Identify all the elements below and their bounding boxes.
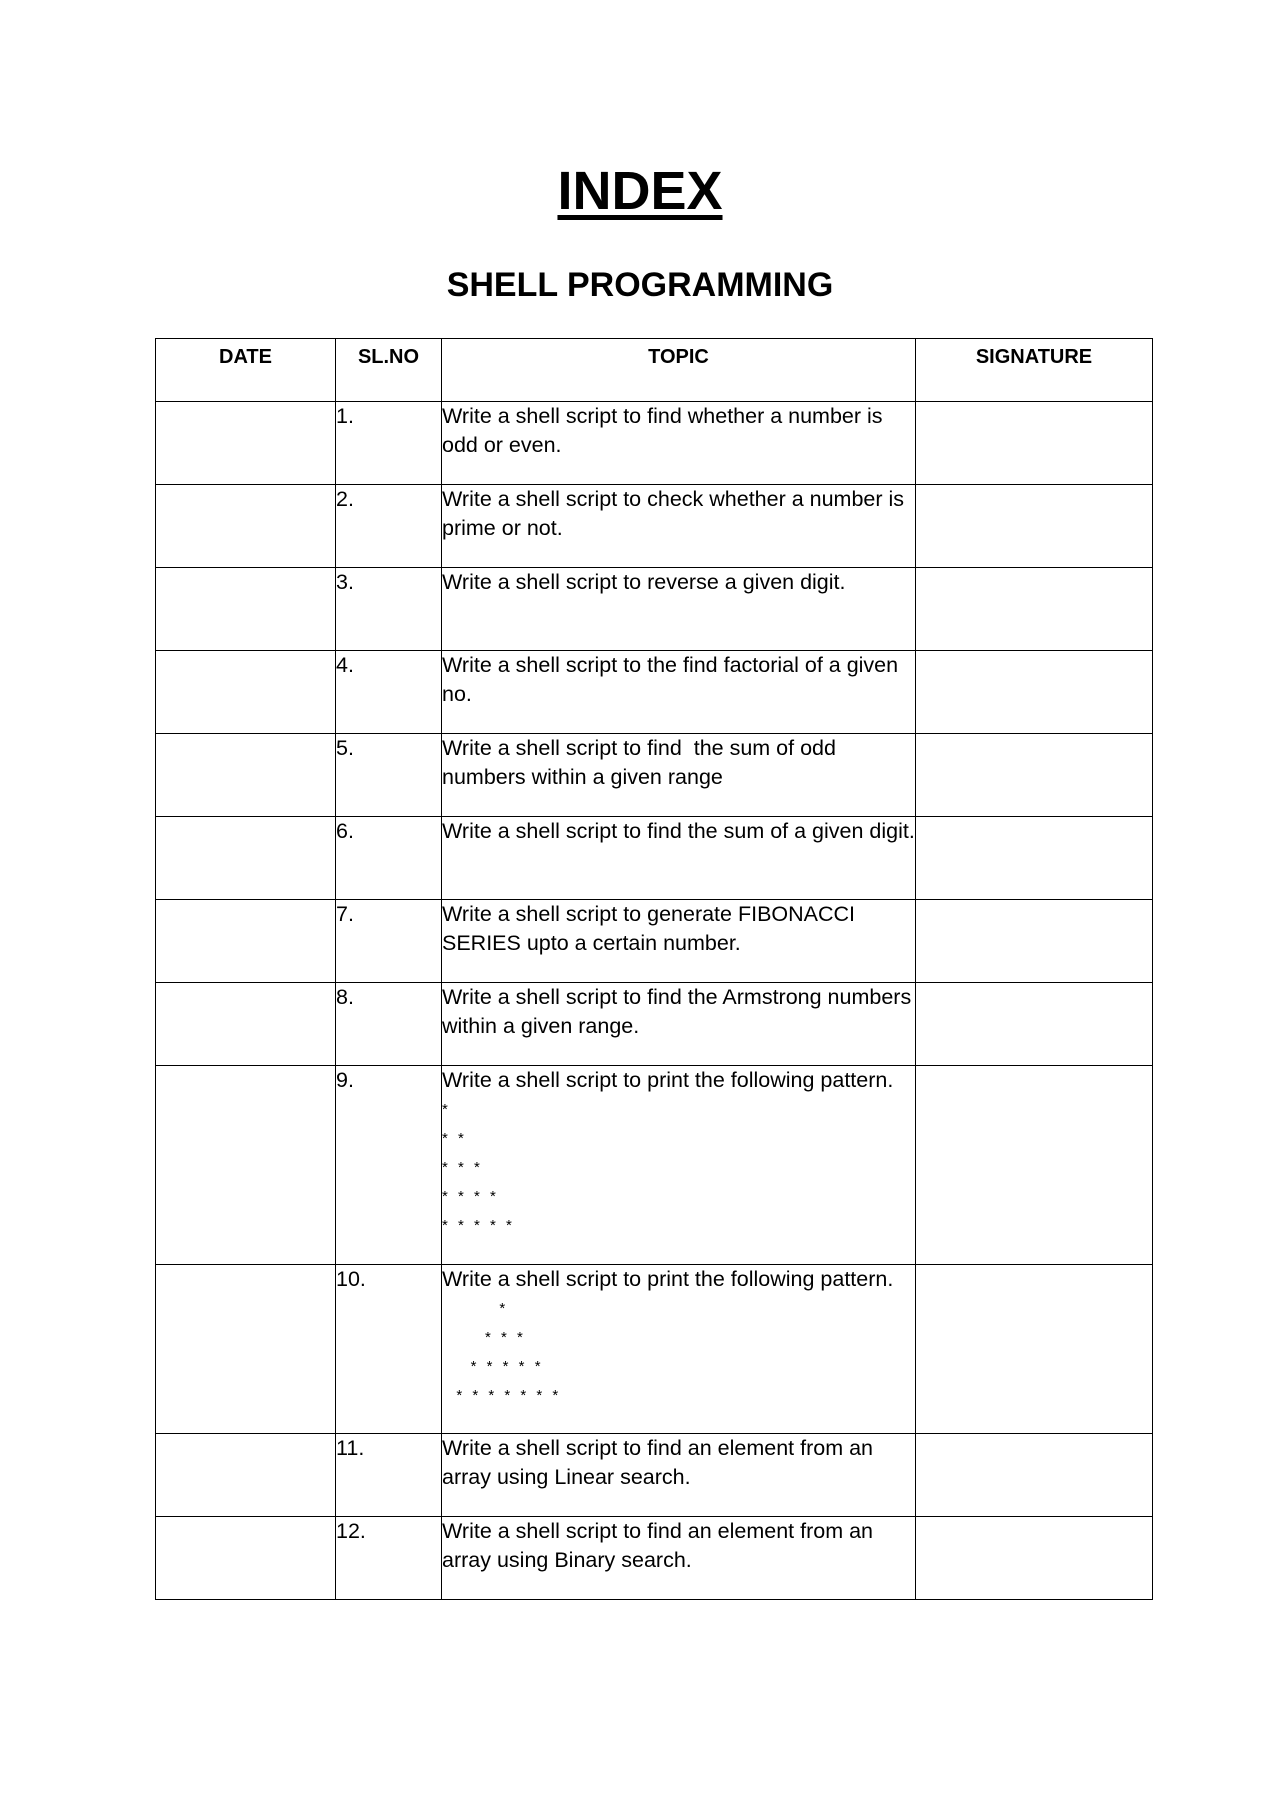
pattern-line: *: [442, 1101, 451, 1118]
signature-cell: [916, 568, 1153, 651]
pattern-line: * * * * * * *: [442, 1387, 562, 1404]
header-date: DATE: [156, 339, 336, 402]
header-topic: TOPIC: [442, 339, 916, 402]
date-cell: [156, 402, 336, 485]
slno-cell: 7.: [336, 900, 442, 983]
topic-cell: Write a shell script to the find factorial of a given no.: [442, 651, 916, 734]
table-row: [156, 651, 1153, 734]
topic-cell: Write a shell script to reverse a given digit.: [442, 568, 916, 651]
slno-cell: 8.: [336, 983, 442, 1066]
table-row: [156, 568, 1153, 651]
signature-cell: [916, 1434, 1153, 1517]
signature-cell: [916, 402, 1153, 485]
date-cell: [156, 734, 336, 817]
table-row: [156, 1517, 1153, 1600]
date-cell: [156, 983, 336, 1066]
pattern-line: * * *: [442, 1159, 483, 1176]
index-table: [155, 338, 1153, 1600]
date-cell: [156, 1265, 336, 1434]
slno-cell: 4.: [336, 651, 442, 734]
topic-cell: Write a shell script to find the sum of odd numbers within a given range: [442, 734, 916, 817]
date-cell: [156, 485, 336, 568]
page-title: INDEX: [557, 161, 723, 221]
slno-cell: 6.: [336, 817, 442, 900]
pattern-line: * * * *: [442, 1188, 499, 1205]
date-cell: [156, 651, 336, 734]
signature-cell: [916, 485, 1153, 568]
signature-cell: [916, 983, 1153, 1066]
signature-cell: [916, 1265, 1153, 1434]
header-signature: SIGNATURE: [916, 339, 1153, 402]
signature-cell: [916, 817, 1153, 900]
topic-cell: Write a shell script to generate FIBONACCI SERIES upto a certain number.: [442, 900, 916, 983]
topic-text: Write a shell script to print the following pattern.: [442, 1267, 894, 1291]
signature-cell: [916, 651, 1153, 734]
table-row: [156, 900, 1153, 983]
table-row: [156, 1265, 1153, 1434]
pattern-line: * * * * *: [442, 1358, 544, 1375]
slno-cell: 10.: [336, 1265, 442, 1434]
topic-cell: Write a shell script to find an element from an array using Linear search.: [442, 1434, 916, 1517]
table-row: [156, 1434, 1153, 1517]
signature-cell: [916, 734, 1153, 817]
topic-cell: Write a shell script to find an element from an array using Binary search.: [442, 1517, 916, 1600]
date-cell: [156, 1434, 336, 1517]
header-slno: SL.NO: [336, 339, 442, 402]
table-row: [156, 1066, 1153, 1265]
pattern-line: * * *: [442, 1329, 526, 1346]
date-cell: [156, 568, 336, 651]
slno-cell: 9.: [336, 1066, 442, 1265]
date-cell: [156, 1517, 336, 1600]
pattern-line: * * * * *: [442, 1217, 515, 1234]
page-subtitle: SHELL PROGRAMMING: [446, 266, 834, 304]
topic-cell: [442, 1265, 916, 1434]
topic-cell: Write a shell script to find the Armstrong numbers within a given range.: [442, 983, 916, 1066]
topic-cell: Write a shell script to check whether a number is prime or not.: [442, 485, 916, 568]
table-row: [156, 734, 1153, 817]
table-row: [156, 485, 1153, 568]
table-row: [156, 817, 1153, 900]
signature-cell: [916, 1517, 1153, 1600]
topic-cell: Write a shell script to find the sum of a given digit.: [442, 817, 916, 900]
slno-cell: 5.: [336, 734, 442, 817]
slno-cell: 12.: [336, 1517, 442, 1600]
pattern-line: *: [442, 1300, 509, 1317]
slno-cell: 11.: [336, 1434, 442, 1517]
signature-cell: [916, 1066, 1153, 1265]
date-cell: [156, 1066, 336, 1265]
topic-text: Write a shell script to print the following pattern.: [442, 1068, 894, 1092]
table-row: [156, 402, 1153, 485]
table-row: [156, 983, 1153, 1066]
slno-cell: 2.: [336, 485, 442, 568]
signature-cell: [916, 900, 1153, 983]
table-header-row: [156, 339, 1153, 402]
date-cell: [156, 817, 336, 900]
date-cell: [156, 900, 336, 983]
slno-cell: 3.: [336, 568, 442, 651]
slno-cell: 1.: [336, 402, 442, 485]
pattern-line: * *: [442, 1130, 467, 1147]
topic-cell: Write a shell script to find whether a number is odd or even.: [442, 402, 916, 485]
topic-cell: [442, 1066, 916, 1265]
